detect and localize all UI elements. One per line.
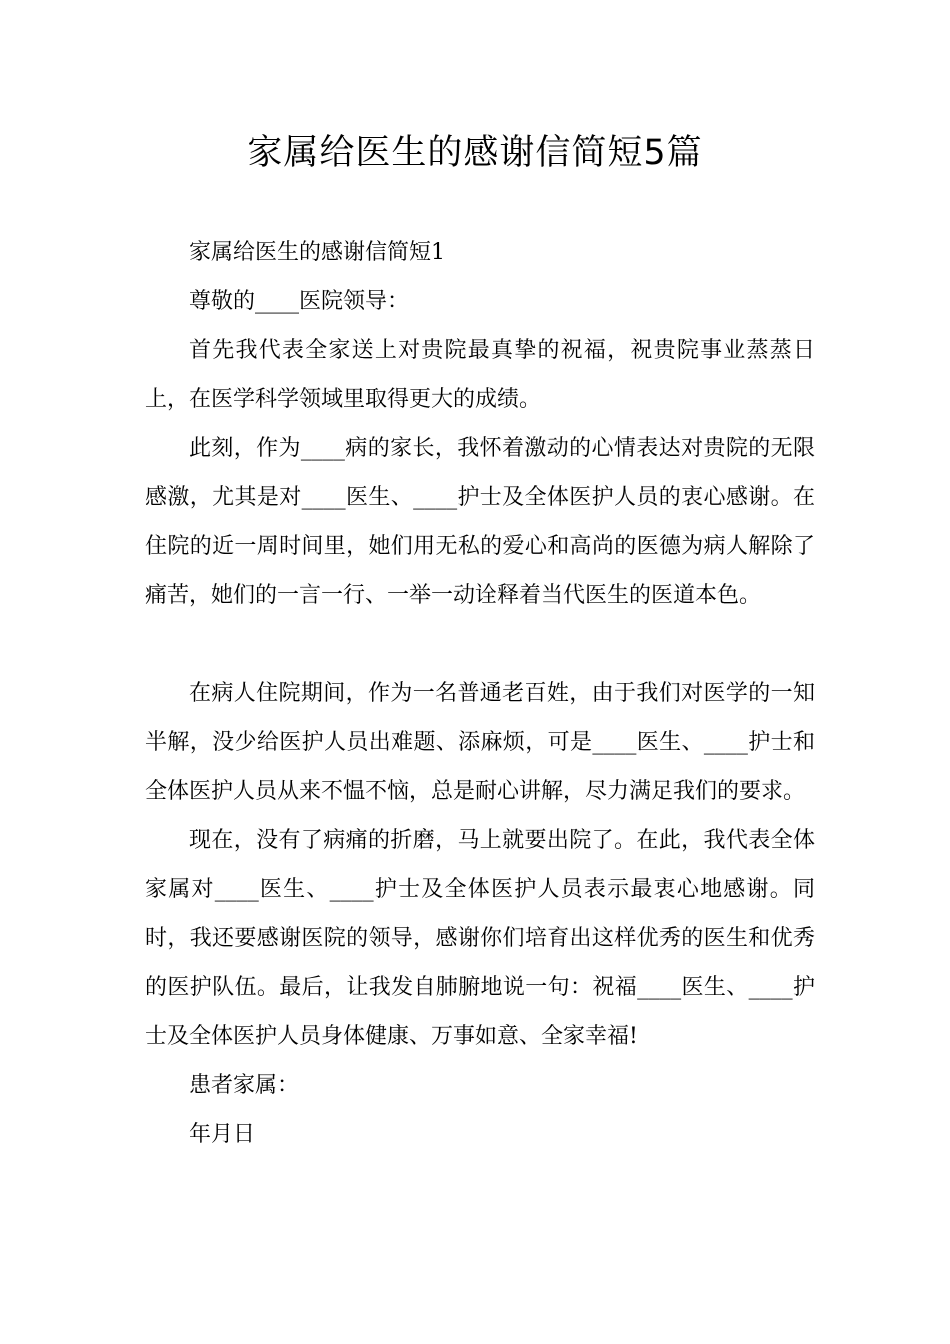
salutation: 尊敬的____医院领导： [189, 289, 410, 314]
body-paragraph: 在病人住院期间，作为一名普通老百姓，由于我们对医学的一知半解，没少给医护人员出难题、添麻烦，可是____医生、____护士和全体医护人员从来不愠不恼，总是耐心讲解，尽力满足我们的要求。 [145, 681, 815, 804]
document-body [145, 228, 815, 1159]
date-line: 年月日 [189, 1122, 256, 1147]
body-paragraph: 现在，没有了病痛的折磨，马上就要出院了。在此，我代表全体家属对____医生、____护士及全体医护人员表示最衷心地感谢。同时，我还要感谢医院的领导，感谢你们培育出这样优秀的医生和优秀的医护队伍。最后，让我发自肺腑地说一句：祝福____医生、____护士及全体医护人员身体健康、万事如意、全家幸福! [145, 828, 815, 1049]
document-title: 家属给医生的感谢信简短5篇 [247, 133, 703, 173]
body-paragraph: 此刻，作为____病的家长，我怀着激动的心情表达对贵院的无限感激，尤其是对____医生、____护士及全体医护人员的衷心感谢。在住院的近一周时间里，她们用无私的爱心和高尚的医德为病人解除了痛苦，她们的一言一行、一举一动诠释着当代医生的医道本色。 [145, 436, 815, 608]
signature-line: 患者家属： [189, 1073, 300, 1098]
body-paragraph: 首先我代表全家送上对贵院最真挚的祝福，祝贵院事业蒸蒸日上，在医学科学领域里取得更大的成绩。 [145, 338, 815, 412]
section-heading: 家属给医生的感谢信简短1 [189, 240, 445, 265]
